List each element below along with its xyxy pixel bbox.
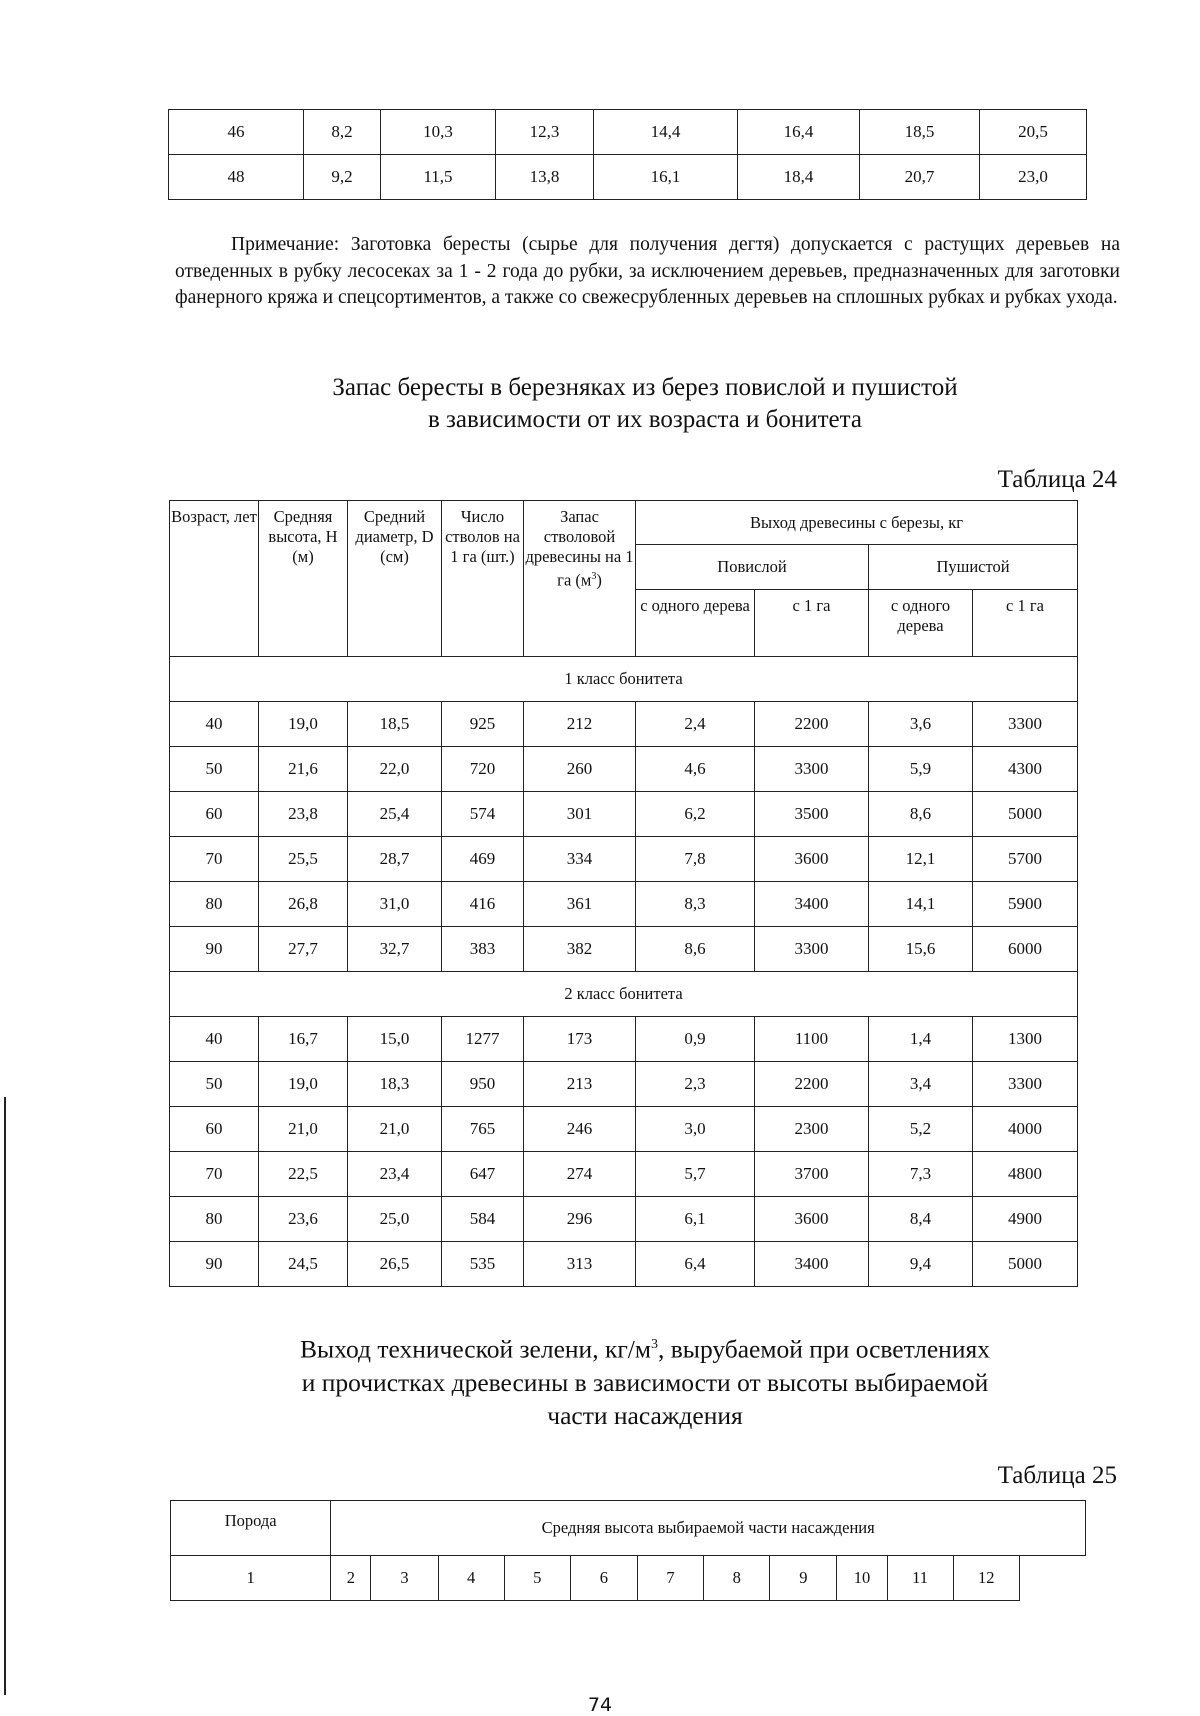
cell: 3300: [973, 1062, 1078, 1107]
header-yield: Выход древесины с березы, кг: [636, 501, 1078, 545]
cell: 12,3: [496, 110, 594, 155]
height-value: 12: [953, 1556, 1019, 1601]
cell: 3300: [755, 927, 869, 972]
cell: 2300: [755, 1107, 869, 1152]
title-line: Запас бересты в березняках из берез повислой и пушистой: [332, 374, 958, 401]
title-text: , вырубаемой при осветлениях: [658, 1334, 990, 1364]
cell: 8,2: [304, 110, 381, 155]
cell: 4,6: [636, 747, 755, 792]
cell: 11,5: [381, 155, 496, 200]
cell: 212: [524, 702, 636, 747]
cell: 19,0: [259, 702, 348, 747]
cell: 2200: [755, 702, 869, 747]
cell: 1277: [442, 1017, 524, 1062]
cell: 18,5: [860, 110, 980, 155]
cell: 22,0: [348, 747, 442, 792]
cell: 18,4: [738, 155, 860, 200]
superscript: 3: [651, 1337, 659, 1352]
cell: 647: [442, 1152, 524, 1197]
cell: 60: [170, 792, 259, 837]
section-title-birch-bark: [160, 372, 1130, 436]
cell: 23,6: [259, 1197, 348, 1242]
cell: 12,1: [869, 837, 973, 882]
cell: 10,3: [381, 110, 496, 155]
cell: 14,4: [594, 110, 738, 155]
cell: 20,7: [860, 155, 980, 200]
cell: 1100: [755, 1017, 869, 1062]
height-value: 10: [837, 1556, 887, 1601]
cell: 7,3: [869, 1152, 973, 1197]
cell: 50: [170, 747, 259, 792]
cell: 15,6: [869, 927, 973, 972]
cell: 313: [524, 1242, 636, 1287]
header-species: Порода: [171, 1501, 331, 1556]
cell: 7,8: [636, 837, 755, 882]
header-per-tree: с одного дерева: [636, 590, 755, 657]
table-row: [170, 702, 1078, 747]
table-row: [170, 1017, 1078, 1062]
table-row: [171, 1556, 1086, 1601]
green-yield-table: [170, 1500, 1086, 1601]
cell: 260: [524, 747, 636, 792]
title-line: и прочистках древесины в зависимости от высоты выбираемой: [301, 1367, 989, 1397]
cell: 5,2: [869, 1107, 973, 1152]
cell: 70: [170, 1152, 259, 1197]
cell: 296: [524, 1197, 636, 1242]
class-row: [170, 657, 1078, 702]
table-row: [170, 747, 1078, 792]
cell: 1300: [973, 1017, 1078, 1062]
header-pushistoy: Пушистой: [869, 545, 1078, 590]
cell: 8,4: [869, 1197, 973, 1242]
title-line: части насаждения: [547, 1400, 743, 1430]
table-row: [169, 155, 1087, 200]
header-per-tree: с одного дерева: [869, 590, 973, 657]
cell: 23,0: [980, 155, 1087, 200]
cell: 46: [169, 110, 304, 155]
height-value: 9: [770, 1556, 837, 1601]
cell: 3,6: [869, 702, 973, 747]
cell: 24,5: [259, 1242, 348, 1287]
table-row: [170, 837, 1078, 882]
cell: 60: [170, 1107, 259, 1152]
cell: 28,7: [348, 837, 442, 882]
height-value: 4: [438, 1556, 504, 1601]
cell: 213: [524, 1062, 636, 1107]
table-row: [170, 1107, 1078, 1152]
cell: 4900: [973, 1197, 1078, 1242]
cell: 416: [442, 882, 524, 927]
cell: 274: [524, 1152, 636, 1197]
cell: 3700: [755, 1152, 869, 1197]
header-povisloy: Повислой: [636, 545, 869, 590]
cell: 574: [442, 792, 524, 837]
cell: 6,2: [636, 792, 755, 837]
cell: 26,5: [348, 1242, 442, 1287]
cell: 90: [170, 1242, 259, 1287]
cell: 21,0: [348, 1107, 442, 1152]
cell: 9,4: [869, 1242, 973, 1287]
height-value: 5: [504, 1556, 570, 1601]
height-value: 7: [637, 1556, 703, 1601]
cell: 925: [442, 702, 524, 747]
site-class-label: 1 класс бонитета: [170, 657, 1078, 702]
cell: 50: [170, 1062, 259, 1107]
cell: 361: [524, 882, 636, 927]
height-value: 11: [887, 1556, 953, 1601]
header-diameter: Средний диаметр, D (см): [348, 501, 442, 657]
cell: 9,2: [304, 155, 381, 200]
section-title-green-yield: [160, 1328, 1130, 1432]
cell: 173: [524, 1017, 636, 1062]
superscript: 3: [591, 571, 597, 582]
cell: 25,4: [348, 792, 442, 837]
cell: 720: [442, 747, 524, 792]
cell: 5,7: [636, 1152, 755, 1197]
table-row: [170, 1242, 1078, 1287]
header-stock-end: ): [596, 570, 602, 590]
cell: 2,3: [636, 1062, 755, 1107]
cell: 1,4: [869, 1017, 973, 1062]
table-row: [170, 1062, 1078, 1107]
title-line: [160, 1328, 1130, 1366]
header-avg-height: Средняя высота выбираемой части насаждения: [331, 1501, 1086, 1556]
cell: 5700: [973, 837, 1078, 882]
cell: 2,4: [636, 702, 755, 747]
height-value: 3: [371, 1556, 438, 1601]
cell: 32,7: [348, 927, 442, 972]
cell: 5000: [973, 792, 1078, 837]
cell: 2200: [755, 1062, 869, 1107]
cell: 18,5: [348, 702, 442, 747]
cell: 80: [170, 1197, 259, 1242]
header-per-ha: с 1 га: [973, 590, 1078, 657]
cell: 3400: [755, 1242, 869, 1287]
cell: 3600: [755, 837, 869, 882]
cell: 90: [170, 927, 259, 972]
header-stock: [524, 501, 636, 657]
height-value: 1: [171, 1556, 331, 1601]
birch-bark-table: [169, 500, 1078, 1287]
cell: 23,8: [259, 792, 348, 837]
note-paragraph: Примечание: Заготовка бересты (сырье для получения дегтя) допускается с растущих деревьев на отведенных в рубку лесосеках за 1 - 2 года до рубки, за исключением деревьев, предназначенных для заготовки фанерного кряжа и спецсортиментов, а также со свежесрубленных деревьев на сплошных рубках и рубках ухода.: [175, 234, 1120, 308]
title-text: Выход технической зелени, кг/м: [300, 1334, 652, 1364]
page-number: 74: [587, 1694, 613, 1716]
cell: 21,0: [259, 1107, 348, 1152]
cell: 80: [170, 882, 259, 927]
table-label: Таблица 25: [997, 1462, 1117, 1489]
table-row: [170, 882, 1078, 927]
cell: 14,1: [869, 882, 973, 927]
table-row: [170, 792, 1078, 837]
cell: 5,9: [869, 747, 973, 792]
cell: 3300: [755, 747, 869, 792]
cell: 40: [170, 1017, 259, 1062]
cell: 48: [169, 155, 304, 200]
cell: 16,1: [594, 155, 738, 200]
cell: 18,3: [348, 1062, 442, 1107]
cell: 5000: [973, 1242, 1078, 1287]
cell: 5900: [973, 882, 1078, 927]
cell: 382: [524, 927, 636, 972]
table-row: [170, 927, 1078, 972]
cell: 301: [524, 792, 636, 837]
cell: 70: [170, 837, 259, 882]
scan-margin-line: [4, 1097, 6, 1695]
cell: 21,6: [259, 747, 348, 792]
header-trunks: Число стволов на 1 га (шт.): [442, 501, 524, 657]
cell: 6,4: [636, 1242, 755, 1287]
class-row: [170, 972, 1078, 1017]
cell: 26,8: [259, 882, 348, 927]
cell: 16,7: [259, 1017, 348, 1062]
cell: 3,0: [636, 1107, 755, 1152]
cell: 25,5: [259, 837, 348, 882]
cell: 3300: [973, 702, 1078, 747]
table-row: [170, 1197, 1078, 1242]
site-class-label: 2 класс бонитета: [170, 972, 1078, 1017]
cell: 16,4: [738, 110, 860, 155]
cell: 40: [170, 702, 259, 747]
table-row: [169, 110, 1087, 155]
header-stock-text: Запас стволовой древесины на 1 га (м: [525, 507, 634, 590]
cell: 246: [524, 1107, 636, 1152]
table-label: Таблица 24: [997, 466, 1117, 493]
continuation-table: [168, 109, 1087, 200]
cell: 3,4: [869, 1062, 973, 1107]
cell: 22,5: [259, 1152, 348, 1197]
cell: 3500: [755, 792, 869, 837]
title-line: в зависимости от их возраста и бонитета: [428, 406, 862, 433]
cell: 19,0: [259, 1062, 348, 1107]
cell: 6,1: [636, 1197, 755, 1242]
cell: 469: [442, 837, 524, 882]
header-age: Возраст, лет: [170, 501, 259, 657]
cell: 4300: [973, 747, 1078, 792]
cell: 8,6: [636, 927, 755, 972]
cell: 23,4: [348, 1152, 442, 1197]
cell: 15,0: [348, 1017, 442, 1062]
cell: 6000: [973, 927, 1078, 972]
cell: 31,0: [348, 882, 442, 927]
cell: 950: [442, 1062, 524, 1107]
height-value: 6: [570, 1556, 637, 1601]
cell: 334: [524, 837, 636, 882]
cell: 27,7: [259, 927, 348, 972]
height-value: 8: [704, 1556, 770, 1601]
cell: 4000: [973, 1107, 1078, 1152]
cell: 3400: [755, 882, 869, 927]
cell: 0,9: [636, 1017, 755, 1062]
table-row: [170, 1152, 1078, 1197]
cell: 8,3: [636, 882, 755, 927]
cell: 535: [442, 1242, 524, 1287]
header-per-ha: с 1 га: [755, 590, 869, 657]
cell: 3600: [755, 1197, 869, 1242]
cell: 584: [442, 1197, 524, 1242]
cell: 765: [442, 1107, 524, 1152]
height-value: 2: [331, 1556, 371, 1601]
cell: 4800: [973, 1152, 1078, 1197]
cell: 8,6: [869, 792, 973, 837]
header-height: Средняя высота, Н (м): [259, 501, 348, 657]
cell: 383: [442, 927, 524, 972]
cell: 25,0: [348, 1197, 442, 1242]
cell: 20,5: [980, 110, 1087, 155]
cell: 13,8: [496, 155, 594, 200]
